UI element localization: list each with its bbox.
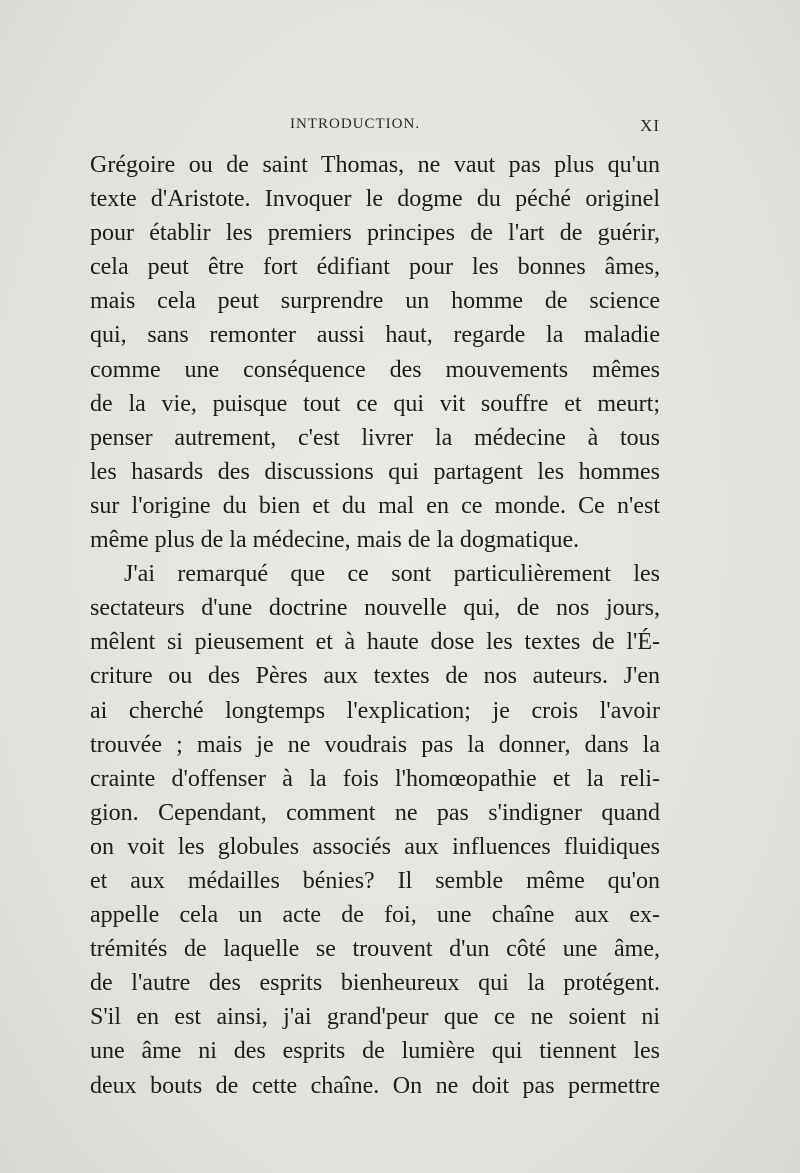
text-line: une âme ni des esprits de lumière qui tiennent les xyxy=(90,1038,660,1065)
text-line: J'ai remarqué que ce sont particulièrement les xyxy=(124,561,660,588)
text-line: qui, sans remonter aussi haut, regarde la maladie xyxy=(90,322,660,349)
text-line: de la vie, puisque tout ce qui vit souffre et meurt; xyxy=(90,390,660,417)
text-line: de l'autre des esprits bienheureux qui la protégent. xyxy=(90,970,660,997)
text-line: trémités de laquelle se trouvent d'un côté une âme, xyxy=(90,936,660,963)
text-line: comme une conséquence des mouvements mêmes xyxy=(90,356,660,383)
text-line: Grégoire ou de saint Thomas, ne vaut pas plus qu'un xyxy=(90,152,660,178)
text-line: texte d'Aristote. Invoquer le dogme du péché originel xyxy=(90,186,660,213)
text-line: sur l'origine du bien et du mal en ce monde. Ce n'est xyxy=(90,492,660,519)
text-line: les hasards des discussions qui partagent les hommes xyxy=(90,458,660,485)
text-line: mêlent si pieusement et à haute dose les textes de l'É- xyxy=(90,629,660,656)
running-head-title: INTRODUCTION. xyxy=(290,116,421,132)
page-number: XI xyxy=(640,116,660,135)
text-line: trouvée ; mais je ne voudrais pas la donner, dans la xyxy=(90,731,660,758)
text-line: S'il en est ainsi, j'ai grand'peur que ce ne soient ni xyxy=(90,1004,660,1031)
body-text xyxy=(90,148,660,1103)
text-line: et aux médailles bénies? Il semble même qu'on xyxy=(90,867,660,894)
text-line: appelle cela un acte de foi, une chaîne aux ex- xyxy=(90,902,660,929)
text-line: même plus de la médecine, mais de la dogmatique. xyxy=(90,527,580,554)
text-line: gion. Cependant, comment ne pas s'indigner quand xyxy=(90,799,660,826)
text-line: cela peut être fort édifiant pour les bonnes âmes, xyxy=(90,254,660,281)
text-line: pour établir les premiers principes de l'art de guérir, xyxy=(90,220,660,247)
text-line: penser autrement, c'est livrer la médecine à tous xyxy=(90,424,660,451)
text-line: ai cherché longtemps l'explication; je crois l'avoir xyxy=(90,697,660,724)
text-line: crainte d'offenser à la fois l'homœopathie et la reli- xyxy=(90,765,660,792)
text-line: criture ou des Pères aux textes de nos auteurs. J'en xyxy=(90,663,660,690)
text-line: sectateurs d'une doctrine nouvelle qui, de nos jours, xyxy=(90,595,660,622)
text-line: mais cela peut surprendre un homme de science xyxy=(90,288,660,315)
running-head xyxy=(90,116,660,140)
text-line: deux bouts de cette chaîne. On ne doit pas permettre xyxy=(90,1072,660,1099)
text-line: on voit les globules associés aux influences fluidiques xyxy=(90,833,660,860)
